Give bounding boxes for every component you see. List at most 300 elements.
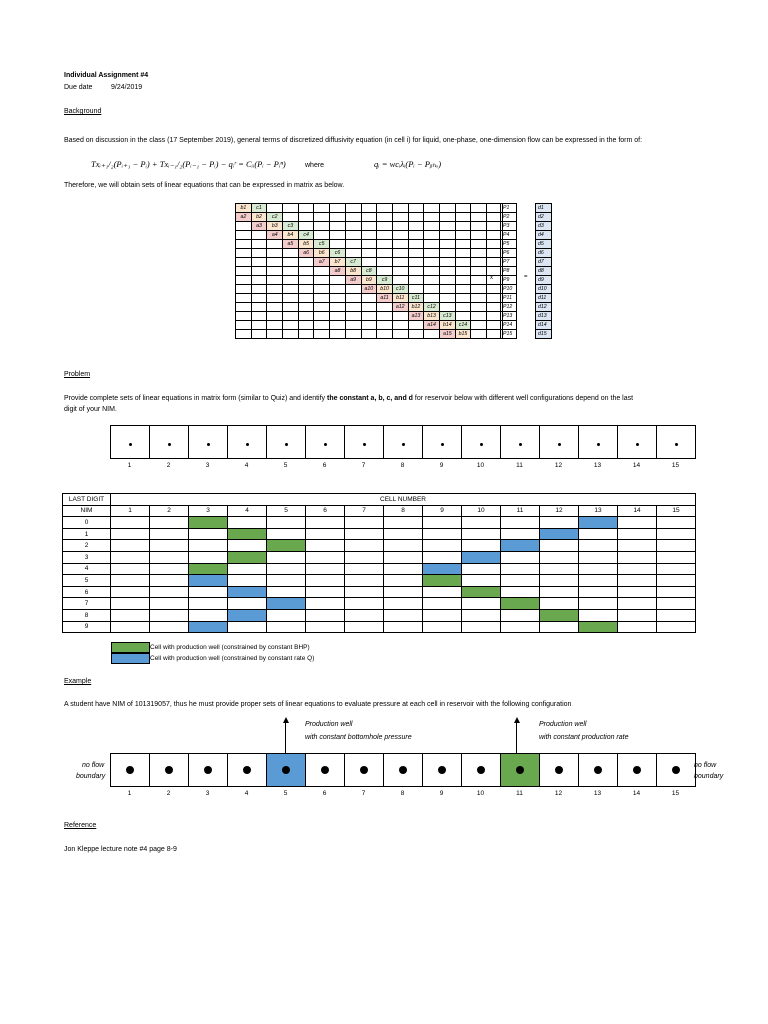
matrix-cell [283,204,299,213]
empty-cell [345,609,384,621]
cell-number-label: 8 [400,790,405,797]
empty-cell [111,528,150,540]
bhp-well-label-2: with constant bottomhole pressure [305,734,412,741]
matrix-cell [408,240,424,249]
coef-a: a13 [408,312,424,321]
matrix-cell [377,330,393,339]
rate-well-cell [540,528,579,540]
empty-cell [657,528,696,540]
matrix-cell [361,213,377,222]
matrix-cell [314,276,330,285]
empty-cell [384,621,423,633]
legend-green-swatch [111,642,150,653]
matrix-cell [392,204,408,213]
matrix-cell [377,321,393,330]
matrix-cell [377,258,393,267]
d-entry: d3 [536,222,552,231]
empty-cell [384,563,423,575]
matrix-cell [424,294,440,303]
coef-a: a9 [345,276,361,285]
pressure-entry: P9 [501,276,517,285]
matrix-cell [424,204,440,213]
matrix-cell [361,330,377,339]
matrix-cell [392,249,408,258]
cell-center-dot [399,766,407,774]
coef-b: b2 [251,213,267,222]
cell-center-dot [672,766,680,774]
pressure-entry: P14 [501,321,517,330]
matrix-cell [236,330,252,339]
table-row [63,621,696,633]
empty-cell [150,609,189,621]
matrix-cell [392,276,408,285]
coef-a: a10 [361,285,377,294]
matrix-cell [298,276,314,285]
due-date-label: Due date [64,84,93,91]
matrix-cell [408,258,424,267]
matrix-cell [283,276,299,285]
reservoir-cell-2 [150,426,189,459]
empty-cell [657,563,696,575]
matrix-cell [424,249,440,258]
cell-number-label: 14 [632,790,641,797]
empty-cell [306,621,345,633]
matrix-cell [408,249,424,258]
matrix-cell [267,330,283,339]
matrix-cell [439,222,455,231]
matrix-cell [471,213,487,222]
empty-cell [150,563,189,575]
column-header: 4 [228,505,267,517]
no-flow-left-2: boundary [76,773,106,780]
coef-c: c8 [361,267,377,276]
matrix-cell [455,276,471,285]
empty-cell [111,609,150,621]
matrix-cell [377,312,393,321]
reservoir-cell-7 [345,754,384,787]
matrix-cell [455,303,471,312]
empty-cell [423,517,462,529]
matrix-cell [471,285,487,294]
cell-number-label: 9 [439,790,444,797]
last-digit-cell: 1 [63,528,111,540]
rate-well-arrow-icon [514,717,520,723]
empty-cell [657,540,696,552]
empty-cell [306,528,345,540]
bhp-well-cell [189,563,228,575]
reservoir-cell-1 [111,754,150,787]
cell-center-dot [597,443,600,446]
reservoir-cell-13 [579,754,618,787]
cell-center-dot [594,766,602,774]
reservoir-cell-6 [306,754,345,787]
column-header: 11 [501,505,540,517]
matrix-cell [298,204,314,213]
empty-cell [228,598,267,610]
matrix-cell [455,258,471,267]
column-header: 7 [345,505,384,517]
table-row [63,540,696,552]
matrix-cell [298,330,314,339]
empty-cell [384,551,423,563]
column-header: 2 [150,505,189,517]
matrix-cell [251,312,267,321]
matrix-cell [314,231,330,240]
table-row [63,551,696,563]
empty-cell [540,621,579,633]
column-header: 5 [267,505,306,517]
coef-b: b8 [345,267,361,276]
cell-number-label: 13 [593,462,602,469]
empty-cell [384,575,423,587]
table-row [63,575,696,587]
reservoir-cell-11 [501,754,540,787]
bhp-well-cell [540,609,579,621]
bhp-well-cell [423,575,462,587]
empty-cell [111,551,150,563]
column-header: 14 [618,505,657,517]
matrix-cell [251,240,267,249]
empty-cell [462,621,501,633]
matrix-cell [392,240,408,249]
matrix-cell [361,294,377,303]
matrix-cell [424,285,440,294]
empty-cell [267,609,306,621]
reservoir-cell-2 [150,754,189,787]
cell-number-label: 10 [476,462,485,469]
column-header: 8 [384,505,423,517]
cell-number-label: 10 [476,790,485,797]
matrix-cell [471,231,487,240]
empty-cell [579,575,618,587]
matrix-cell [392,267,408,276]
pressure-entry: P3 [501,222,517,231]
empty-cell [579,528,618,540]
empty-cell [150,586,189,598]
matrix-cell [439,213,455,222]
matrix-cell [283,294,299,303]
matrix-cell [345,213,361,222]
matrix-cell [377,303,393,312]
empty-cell [423,528,462,540]
empty-cell [423,598,462,610]
empty-cell [657,598,696,610]
reservoir-cell-10 [462,754,501,787]
matrix-cell [392,213,408,222]
empty-cell [267,517,306,529]
d-entry: d1 [536,204,552,213]
matrix-cell [439,240,455,249]
matrix-cell [361,258,377,267]
matrix-cell [377,222,393,231]
reservoir-cells-strip [110,425,696,459]
empty-cell [501,621,540,633]
legend-green-label: Cell with production well (constrained by constant BHP) [150,644,310,651]
reservoir-cell-15 [657,754,696,787]
example-reservoir-strip [110,753,696,787]
empty-cell [618,517,657,529]
empty-cell [657,609,696,621]
empty-cell [540,517,579,529]
matrix-cell [377,213,393,222]
empty-cell [462,528,501,540]
last-digit-cell: 0 [63,517,111,529]
coef-b: b15 [455,330,471,339]
cell-center-dot [441,443,444,446]
cell-number-label: 6 [322,462,327,469]
empty-cell [579,540,618,552]
matrix-cell [392,312,408,321]
matrix-cell [471,294,487,303]
empty-cell [189,551,228,563]
empty-cell [150,540,189,552]
reservoir-cell-3 [189,754,228,787]
cell-number-label: 12 [554,790,563,797]
empty-cell [462,540,501,552]
empty-cell [501,575,540,587]
coef-c: c5 [314,240,330,249]
table-row [63,563,696,575]
column-header: 6 [306,505,345,517]
matrix-cell [283,213,299,222]
cell-number-label: 8 [400,462,405,469]
coef-a: a3 [251,222,267,231]
matrix-cell [439,267,455,276]
matrix-cell [392,258,408,267]
empty-cell [423,609,462,621]
reservoir-cell-1 [111,426,150,459]
coef-a: a7 [314,258,330,267]
last-digit-cell: 7 [63,598,111,610]
cell-center-dot [246,443,249,446]
legend-blue-label: Cell with production well (constrained by constant rate Q) [150,655,315,662]
coef-b: b3 [267,222,283,231]
empty-cell [306,586,345,598]
pressure-entry: P5 [501,240,517,249]
cell-center-dot [477,766,485,774]
reservoir-cell-5 [267,754,306,787]
empty-cell [228,517,267,529]
empty-cell [501,563,540,575]
empty-cell [618,575,657,587]
matrix-cell [267,240,283,249]
empty-cell [501,528,540,540]
matrix-cell [298,285,314,294]
rate-well-cell [189,621,228,633]
empty-cell [384,609,423,621]
coef-c: c2 [267,213,283,222]
matrix-cell [283,321,299,330]
empty-cell [228,540,267,552]
matrix-cell [314,204,330,213]
matrix-cell [361,240,377,249]
matrix-cell [408,276,424,285]
table-row [63,517,696,529]
matrix-cell [471,303,487,312]
bhp-well-label-1: Production well [305,721,353,728]
due-date-value: 9/24/2019 [111,84,143,91]
cell-center-dot [363,443,366,446]
d-entry: d10 [536,285,552,294]
empty-cell [579,609,618,621]
matrix-cell [439,294,455,303]
matrix-cell [455,204,471,213]
diffusivity-equation: Txᵢ₊₁/₂(Pᵢ₊₁ − Pᵢ) + Txᵢ₋₁/₂(Pᵢ₋₁ − Pᵢ) − qᵢʳ = Cᵢᵢ(Pᵢ − Pᵢⁿ) [91,159,286,169]
matrix-cell [267,267,283,276]
matrix-cell [314,294,330,303]
cell-number-label: 12 [554,462,563,469]
matrix-cell [345,222,361,231]
empty-cell [267,551,306,563]
rate-well-cell [189,575,228,587]
cell-center-dot [555,766,563,774]
matrix-cell [283,258,299,267]
matrix-cell [251,285,267,294]
reservoir-cell-8 [384,426,423,459]
empty-cell [306,517,345,529]
rate-well-label-1: Production well [539,721,587,728]
empty-cell [618,528,657,540]
empty-cell [189,598,228,610]
matrix-cell [408,231,424,240]
cell-number-label: 1 [127,462,132,469]
matrix-cell [455,231,471,240]
matrix-cell [471,330,487,339]
empty-cell [267,563,306,575]
empty-cell [267,586,306,598]
empty-cell [189,609,228,621]
matrix-cell [345,330,361,339]
empty-cell [657,621,696,633]
matrix-cell [236,276,252,285]
d-entry: d8 [536,267,552,276]
matrix-cell [345,204,361,213]
matrix-cell [298,222,314,231]
coef-c: c4 [298,231,314,240]
matrix-cell [455,249,471,258]
empty-cell [384,540,423,552]
empty-cell [111,598,150,610]
empty-cell [150,528,189,540]
empty-cell [540,563,579,575]
empty-cell [501,609,540,621]
matrix-cell [314,213,330,222]
coef-c: c7 [345,258,361,267]
matrix-cell [471,267,487,276]
empty-cell [540,586,579,598]
d-entry: d2 [536,213,552,222]
matrix-cell [236,231,252,240]
matrix-cell [345,249,361,258]
rate-well-cell [228,609,267,621]
pressure-entry: P8 [501,267,517,276]
cell-number-label: 7 [361,790,366,797]
matrix-cell [251,231,267,240]
matrix-cell [283,330,299,339]
matrix-cell [424,267,440,276]
matrix-cell [471,321,487,330]
matrix-cell [330,204,346,213]
matrix-cell [251,294,267,303]
matrix-cell [251,321,267,330]
d-entry: d9 [536,276,552,285]
column-header: 9 [423,505,462,517]
cell-center-dot [402,443,405,446]
matrix-cell [424,231,440,240]
reservoir-cell-11 [501,426,540,459]
empty-cell [423,551,462,563]
empty-cell [345,598,384,610]
matrix-cell [236,240,252,249]
matrix-cell [314,303,330,312]
coef-a: a14 [424,321,440,330]
empty-cell [228,563,267,575]
matrix-cell [345,231,361,240]
d-entry: d13 [536,312,552,321]
rate-well-cell [501,540,540,552]
empty-cell [345,621,384,633]
empty-cell [618,609,657,621]
matrix-cell [471,258,487,267]
empty-cell [501,586,540,598]
rate-well-cell [462,551,501,563]
empty-cell [150,575,189,587]
last-digit-cell: 4 [63,563,111,575]
empty-cell [345,528,384,540]
empty-cell [384,528,423,540]
empty-cell [423,586,462,598]
d-entry: d12 [536,303,552,312]
matrix-cell [330,312,346,321]
empty-cell [111,621,150,633]
matrix-cell [439,231,455,240]
reservoir-cell-6 [306,426,345,459]
empty-cell [111,586,150,598]
pressure-entry: P10 [501,285,517,294]
matrix-cell [439,204,455,213]
pressure-entry: P7 [501,258,517,267]
cell-center-dot [516,766,524,774]
empty-cell [579,598,618,610]
empty-cell [345,563,384,575]
matrix-cell [267,249,283,258]
matrix-cell [361,231,377,240]
bhp-well-cell [501,598,540,610]
matrix-cell [236,312,252,321]
matrix-cell [314,312,330,321]
empty-cell [306,598,345,610]
problem-paragraph-end: digit of your NIM. [64,406,117,413]
d-entry: d14 [536,321,552,330]
cell-center-dot [243,766,251,774]
reservoir-cell-15 [657,426,696,459]
empty-cell [579,563,618,575]
matrix-cell [345,321,361,330]
matrix-cell [377,204,393,213]
empty-cell [150,621,189,633]
empty-cell [618,540,657,552]
matrix-cell [408,222,424,231]
matrix-cell [330,213,346,222]
empty-cell [150,551,189,563]
matrix-cell [236,222,252,231]
matrix-cell [267,258,283,267]
empty-cell [345,540,384,552]
empty-cell [189,540,228,552]
empty-cell [579,551,618,563]
coef-a: a2 [236,213,252,222]
matrix-cell [283,285,299,294]
